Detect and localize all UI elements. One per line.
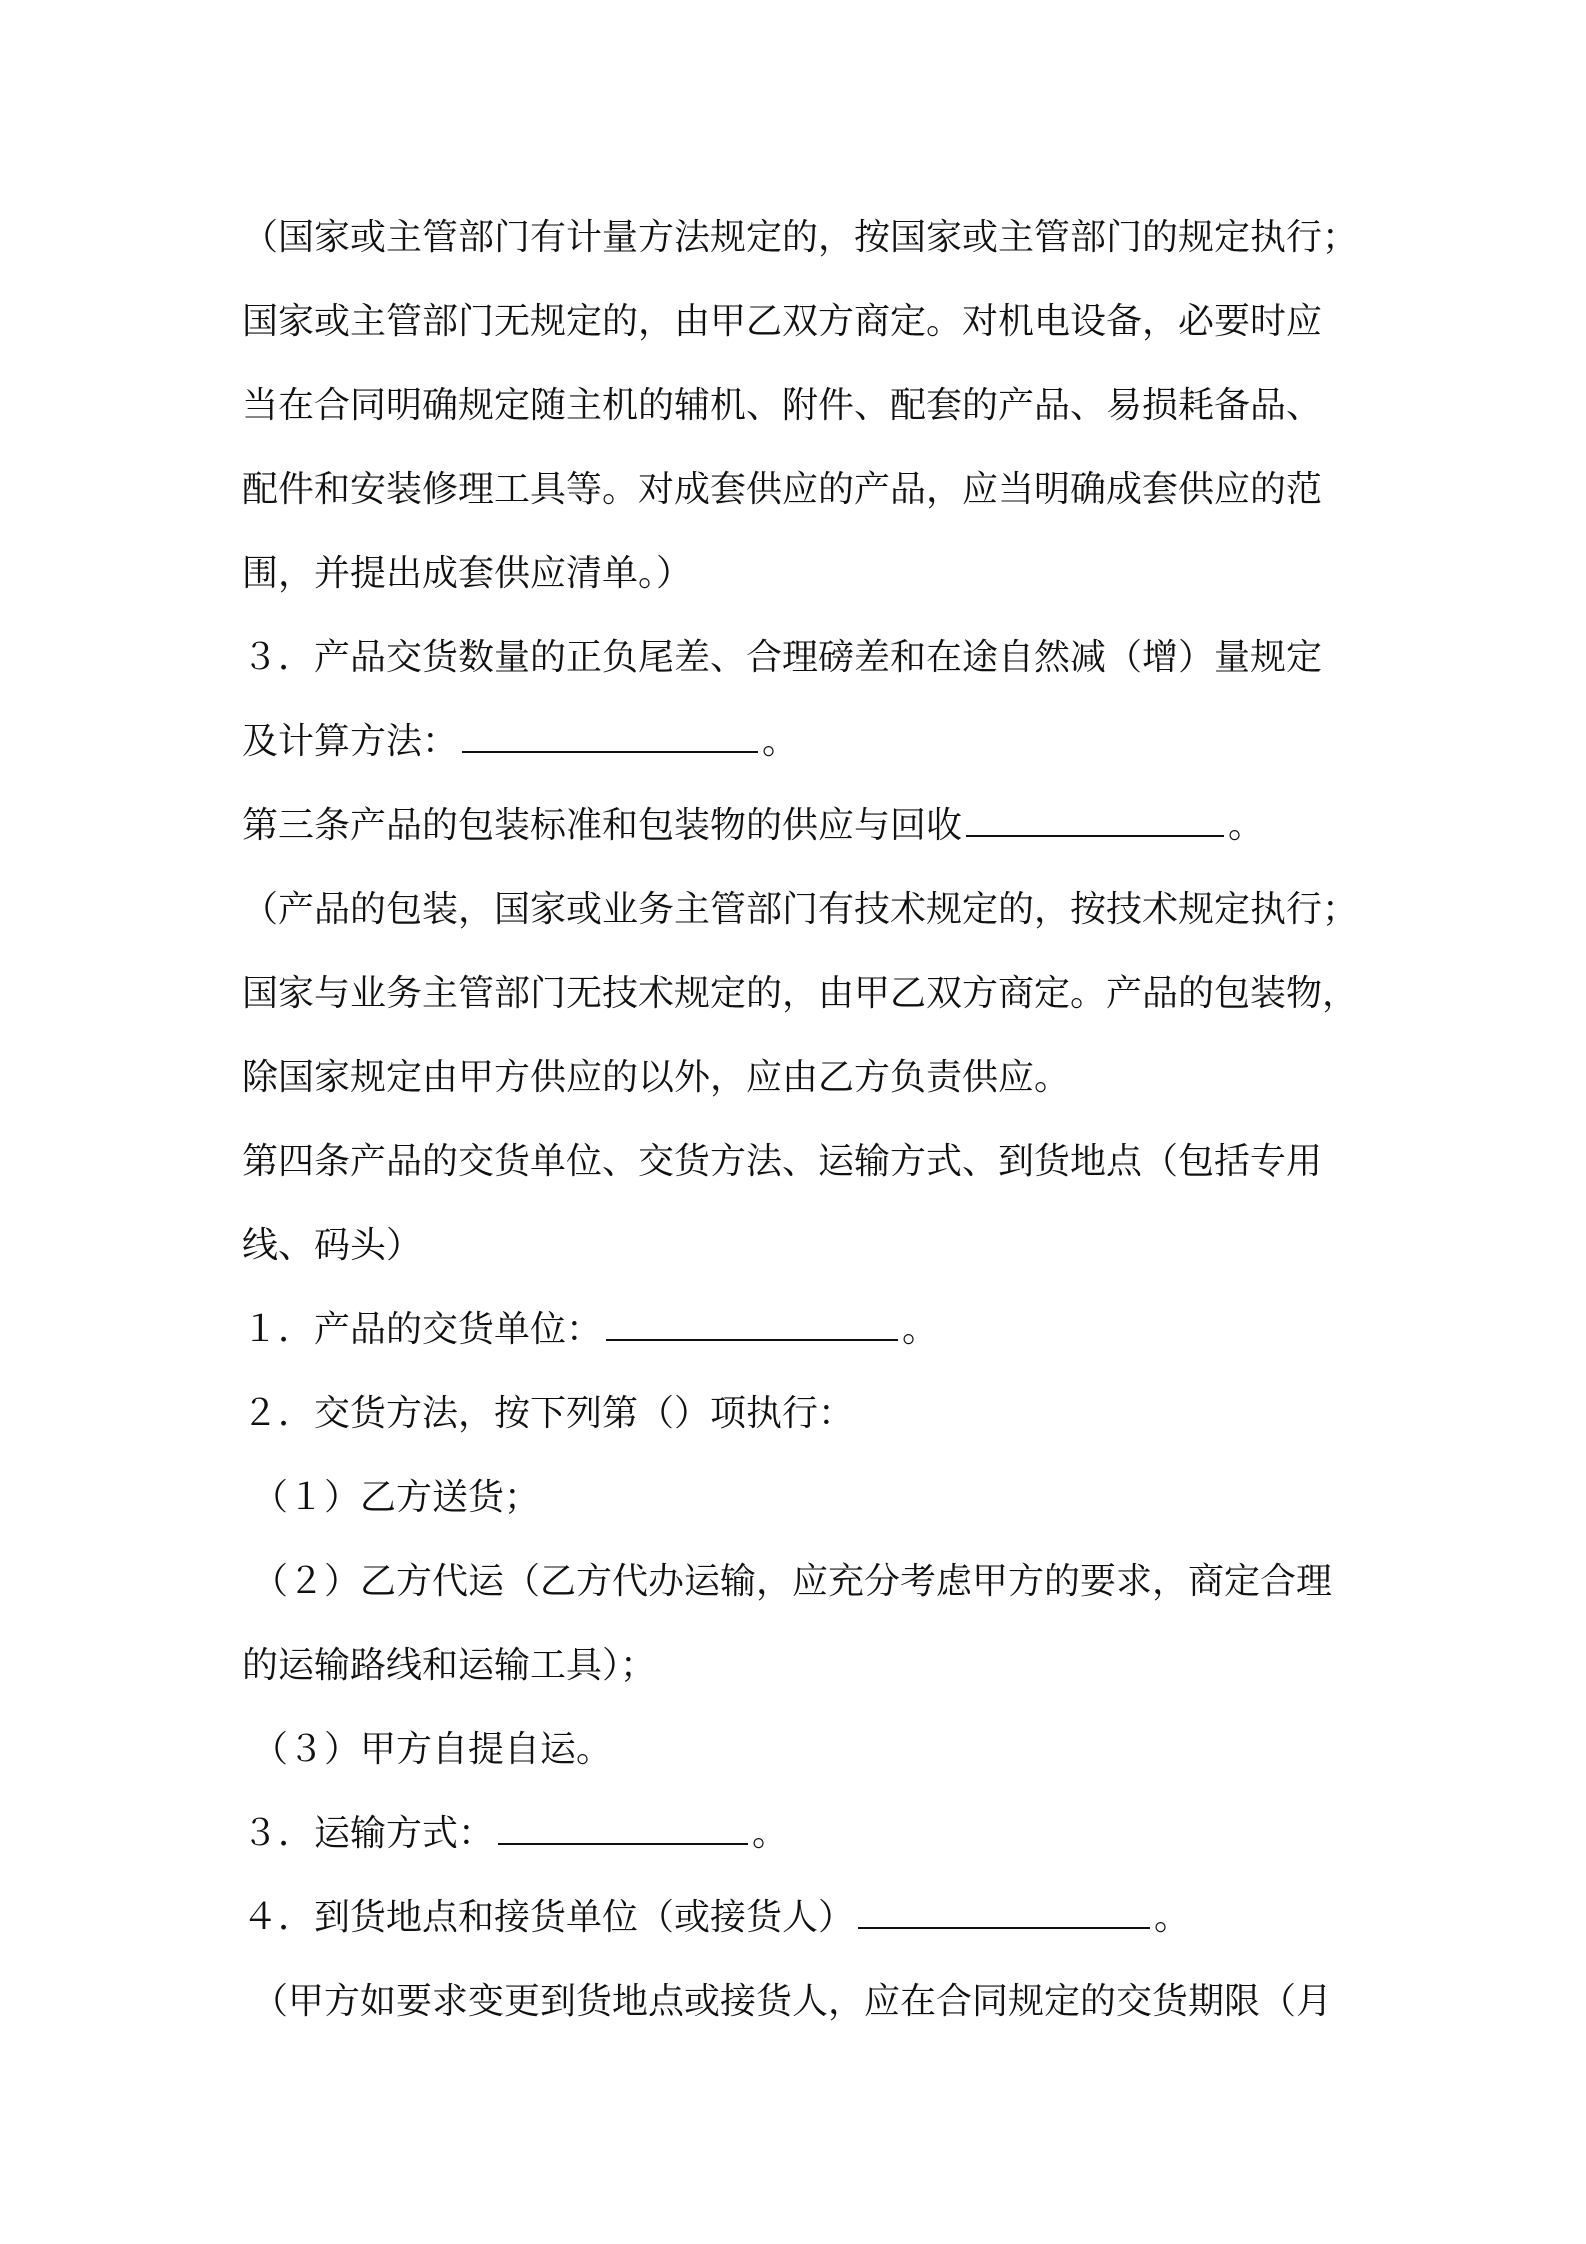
period: 。 [1228,805,1265,846]
text-line [242,532,1362,616]
line-text: ２．交货方法，按下列第（）项执行： [242,1393,855,1434]
text-line [242,1456,1362,1540]
line-text: （３）甲方自提自运。 [252,1729,613,1770]
text-line [242,1960,1362,2044]
text-line [242,1372,1362,1456]
text-line [242,1708,1362,1792]
blank-field[interactable] [462,703,758,753]
line-text: １．产品的交货单位： [242,1309,603,1350]
line-text: 的运输路线和运输工具）； [242,1645,657,1686]
fill-line [242,1792,1362,1876]
line-text: 除国家规定由甲方供应的以外，应由乙方负责供应。 [242,1057,1071,1098]
line-text: 当在合同明确规定随主机的辅机、附件、配套的产品、易损耗备品、 [242,385,1323,426]
fill-line [242,1288,1362,1372]
line-text: 第三条产品的包装标准和包装物的供应与回收 [242,805,963,846]
text-line [242,1120,1362,1204]
line-text: 围，并提出成套供应清单。） [242,553,693,594]
blank-field[interactable] [606,1291,898,1341]
text-line [242,868,1362,952]
period: 。 [902,1309,939,1350]
text-line [242,616,1362,700]
text-line [242,1624,1362,1708]
line-text: ３．产品交货数量的正负尾差、合理磅差和在途自然减（增）量规定 [242,637,1323,678]
line-text: ３．运输方式： [242,1813,495,1854]
fill-line [242,1876,1362,1960]
line-text: 国家或主管部门无规定的，由甲乙双方商定。对机电设备，必要时应 [242,301,1323,342]
text-line [242,1540,1362,1624]
blank-field[interactable] [498,1795,748,1845]
fill-line [242,784,1362,868]
line-text: （甲方如要求变更到货地点或接货人，应在合同规定的交货期限（月 [252,1981,1333,2022]
text-line [242,196,1362,280]
fill-line [242,700,1362,784]
blank-field[interactable] [858,1879,1150,1929]
period: 。 [752,1813,789,1854]
period: 。 [762,721,799,762]
line-text: 线、码头） [242,1225,423,1266]
line-text: 及计算方法： [242,721,459,762]
text-line [242,1204,1362,1288]
text-line [242,364,1362,448]
document-page [242,196,1362,2044]
line-text: ４．到货地点和接货单位（或接货人） [242,1897,855,1938]
text-line [242,280,1362,364]
text-line [242,448,1362,532]
text-line [242,952,1362,1036]
line-text: （１）乙方送货； [252,1477,541,1518]
line-text: 第四条产品的交货单位、交货方法、运输方式、到货地点（包括专用 [242,1141,1323,1182]
line-text: （２）乙方代运（乙方代办运输，应充分考虑甲方的要求，商定合理 [252,1561,1333,1602]
line-text: （产品的包装，国家或业务主管部门有技术规定的，按技术规定执行； [242,889,1359,930]
line-text: 配件和安装修理工具等。对成套供应的产品，应当明确成套供应的范 [242,469,1323,510]
line-text: 国家与业务主管部门无技术规定的，由甲乙双方商定。产品的包装物， [242,973,1359,1014]
blank-field[interactable] [966,787,1224,837]
text-line [242,1036,1362,1120]
period: 。 [1154,1897,1191,1938]
line-text: （国家或主管部门有计量方法规定的，按国家或主管部门的规定执行； [242,217,1359,258]
